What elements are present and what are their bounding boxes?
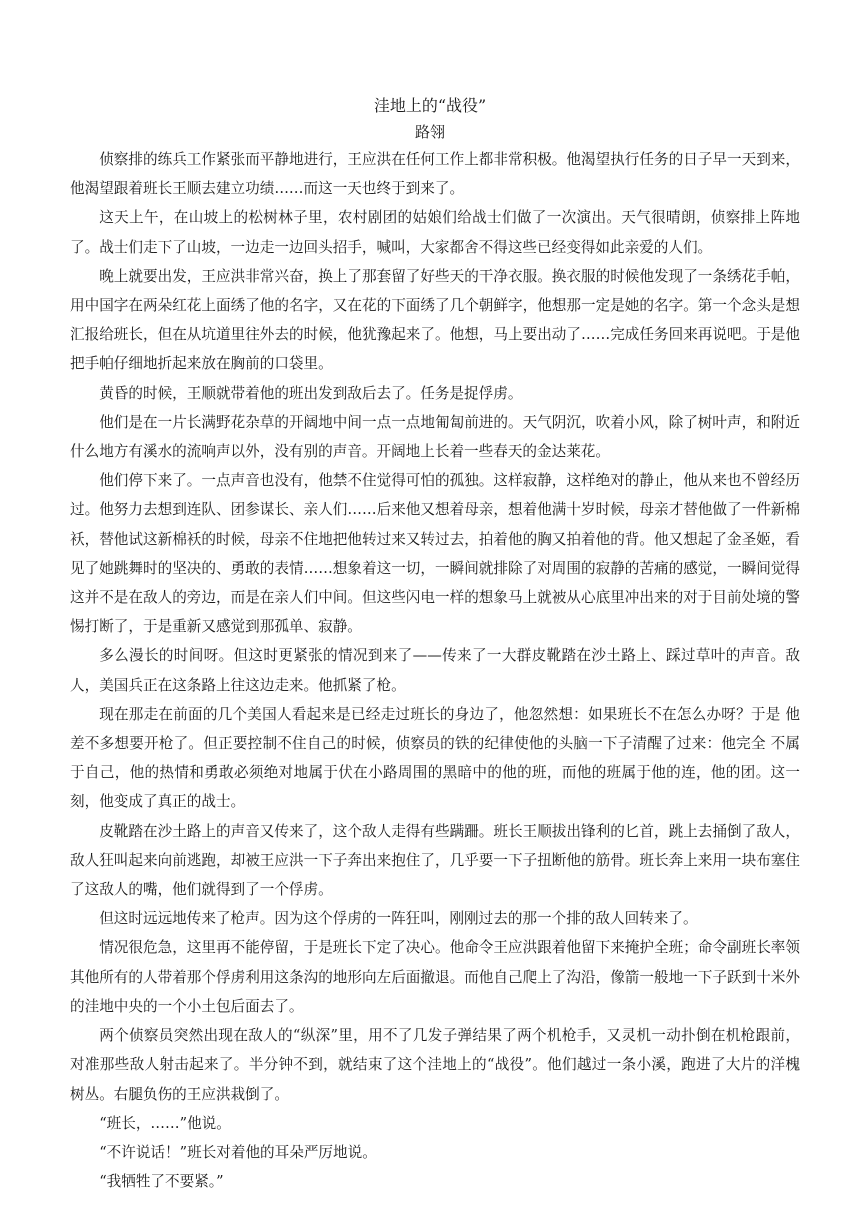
- paragraph: 但这时远远地传来了枪声。因为这个俘虏的一阵狂叫，刚刚过去的那一个排的敌人回转来了。: [99, 910, 698, 928]
- paragraph: “我牺牲了不要紧。”: [99, 1173, 224, 1191]
- paragraph: “班长，……”他说。: [99, 1114, 231, 1132]
- document-title: 洼地上的“战役”: [373, 96, 487, 115]
- paragraph: “不许说话！”班长对着他的耳朵严厉地说。: [99, 1143, 377, 1161]
- paragraph: 他们停下来了。一点声音也没有，他禁不住觉得可怕的孤独。这样寂静，这样绝对的静止，他从来也不曾经历过。他努力去想到连队、团参谋长、亲人们……后来他又想着母亲，想着他满十岁时候，母亲才替他做了一件新棉袄，替他试这新棉袄的时候，母亲不住地把他转过来又转过去，拍着他的胸又拍着他的背。他又想起了金圣姬，看见了她跳舞时的坚决的、勇敢的表情……想象着这一切，一瞬间就排除了对周围的寂静的苦痛的感觉，一瞬间觉得这并不是在敌人的旁边，而是在亲人们中间。但这些闪电一样的想象马上就被从心底里冲出来的对于目前处境的警惕打断了，于是重新又感觉到那孤单、寂静。: [70, 472, 800, 636]
- paragraph: 黄昏的时候，王顺就带着他的班出发到敌后去了。任务是捉俘虏。: [99, 384, 523, 402]
- document-author: 路翎: [414, 123, 445, 141]
- paragraph: 情况很危急，这里再不能停留，于是班长下定了决心。他命令王应洪跟着他留下来掩护全班；命令副班长率领其他所有的人带着那个俘虏利用这条沟的地形向左后面撤退。而他自己爬上了沟沿，像箭一般地一下子跃到十米外的洼地中央的一个小土包后面去了。: [70, 939, 800, 1015]
- paragraph: 两个侦察员突然出现在敌人的“纵深”里，用不了几发子弹结果了两个机枪手，又灵机一动扑倒在机枪跟前，对准那些敌人射击起来了。半分钟不到，就结束了这个洼地上的“战役”。他们越过一条小溪，跑进了大片的洋槐树丛。右腿负伤的王应洪栽倒了。: [70, 1027, 800, 1103]
- paragraph: 这天上午，在山坡上的松树林子里，农村剧团的姑娘们给战士们做了一次演出。天气很晴朗，侦察排上阵地了。战士们走下了山坡，一边走一边回头招手，喊叫，大家都舍不得这些已经变得如此亲爱的人们。: [70, 209, 800, 256]
- paragraph: 皮靴踏在沙土路上的声音又传来了，这个敌人走得有些蹒跚。班长王顺拔出锋利的匕首，跳上去捅倒了敌人，敌人狂叫起来向前逃跑，却被王应洪一下子奔出来抱住了，几乎要一下子扭断他的筋骨。班长奔上来用一块布塞住了这敌人的嘴，他们就得到了一个俘虏。: [70, 822, 800, 899]
- paragraph: 晚上就要出发，王应洪非常兴奋，换上了那套留了好些天的干净衣服。换衣服的时候他发现了一条绣花手帕，用中国字在两朵红花上面绣了他的名字，又在花的下面绣了几个朝鲜字，他想那一定是她的名字。第一个念头是想汇报给班长，但在从坑道里往外去的时候，他犹豫起来了。他想，马上要出动了……完成任务回来再说吧。于是他把手帕仔细地折起来放在胸前的口袋里。: [70, 267, 800, 373]
- paragraph: 他们是在一片长满野花杂草的开阔地中间一点一点地匍匐前进的。天气阴沉，吹着小风，除了树叶声，和附近什么地方有溪水的流响声以外，没有别的声音。开阔地上长着一些春天的金达莱花。: [70, 413, 800, 461]
- document-body: [70, 145, 800, 1196]
- paragraph: 侦察排的练兵工作紧张而平静地进行，王应洪在任何工作上都非常积极。他渴望执行任务的日子早一天到来，他渴望跟着班长王顺去建立功绩……而这一天也终于到来了。: [70, 151, 800, 198]
- paragraph: 现在那走在前面的几个美国人看起来是已经走过班长的身边了，他忽然想：如果班长不在怎么办呀？于是 他差不多想要开枪了。但正要控制不住自己的时候，侦察员的铁的纪律使他的头脑一下子清醒了过来：他完全 不属于自己，他的热情和勇敢必须绝对地属于伏在小路周围的黑暗中的他的班，而他的班属于他的连，他的团。这一刻，他变成了真正的战士。: [70, 705, 800, 811]
- paragraph: 多么漫长的时间呀。但这时更紧张的情况到来了——传来了一大群皮靴踏在沙土路上、踩过草叶的声音。敌人，美国兵正在这条路上往这边走来。他抓紧了枪。: [70, 647, 800, 694]
